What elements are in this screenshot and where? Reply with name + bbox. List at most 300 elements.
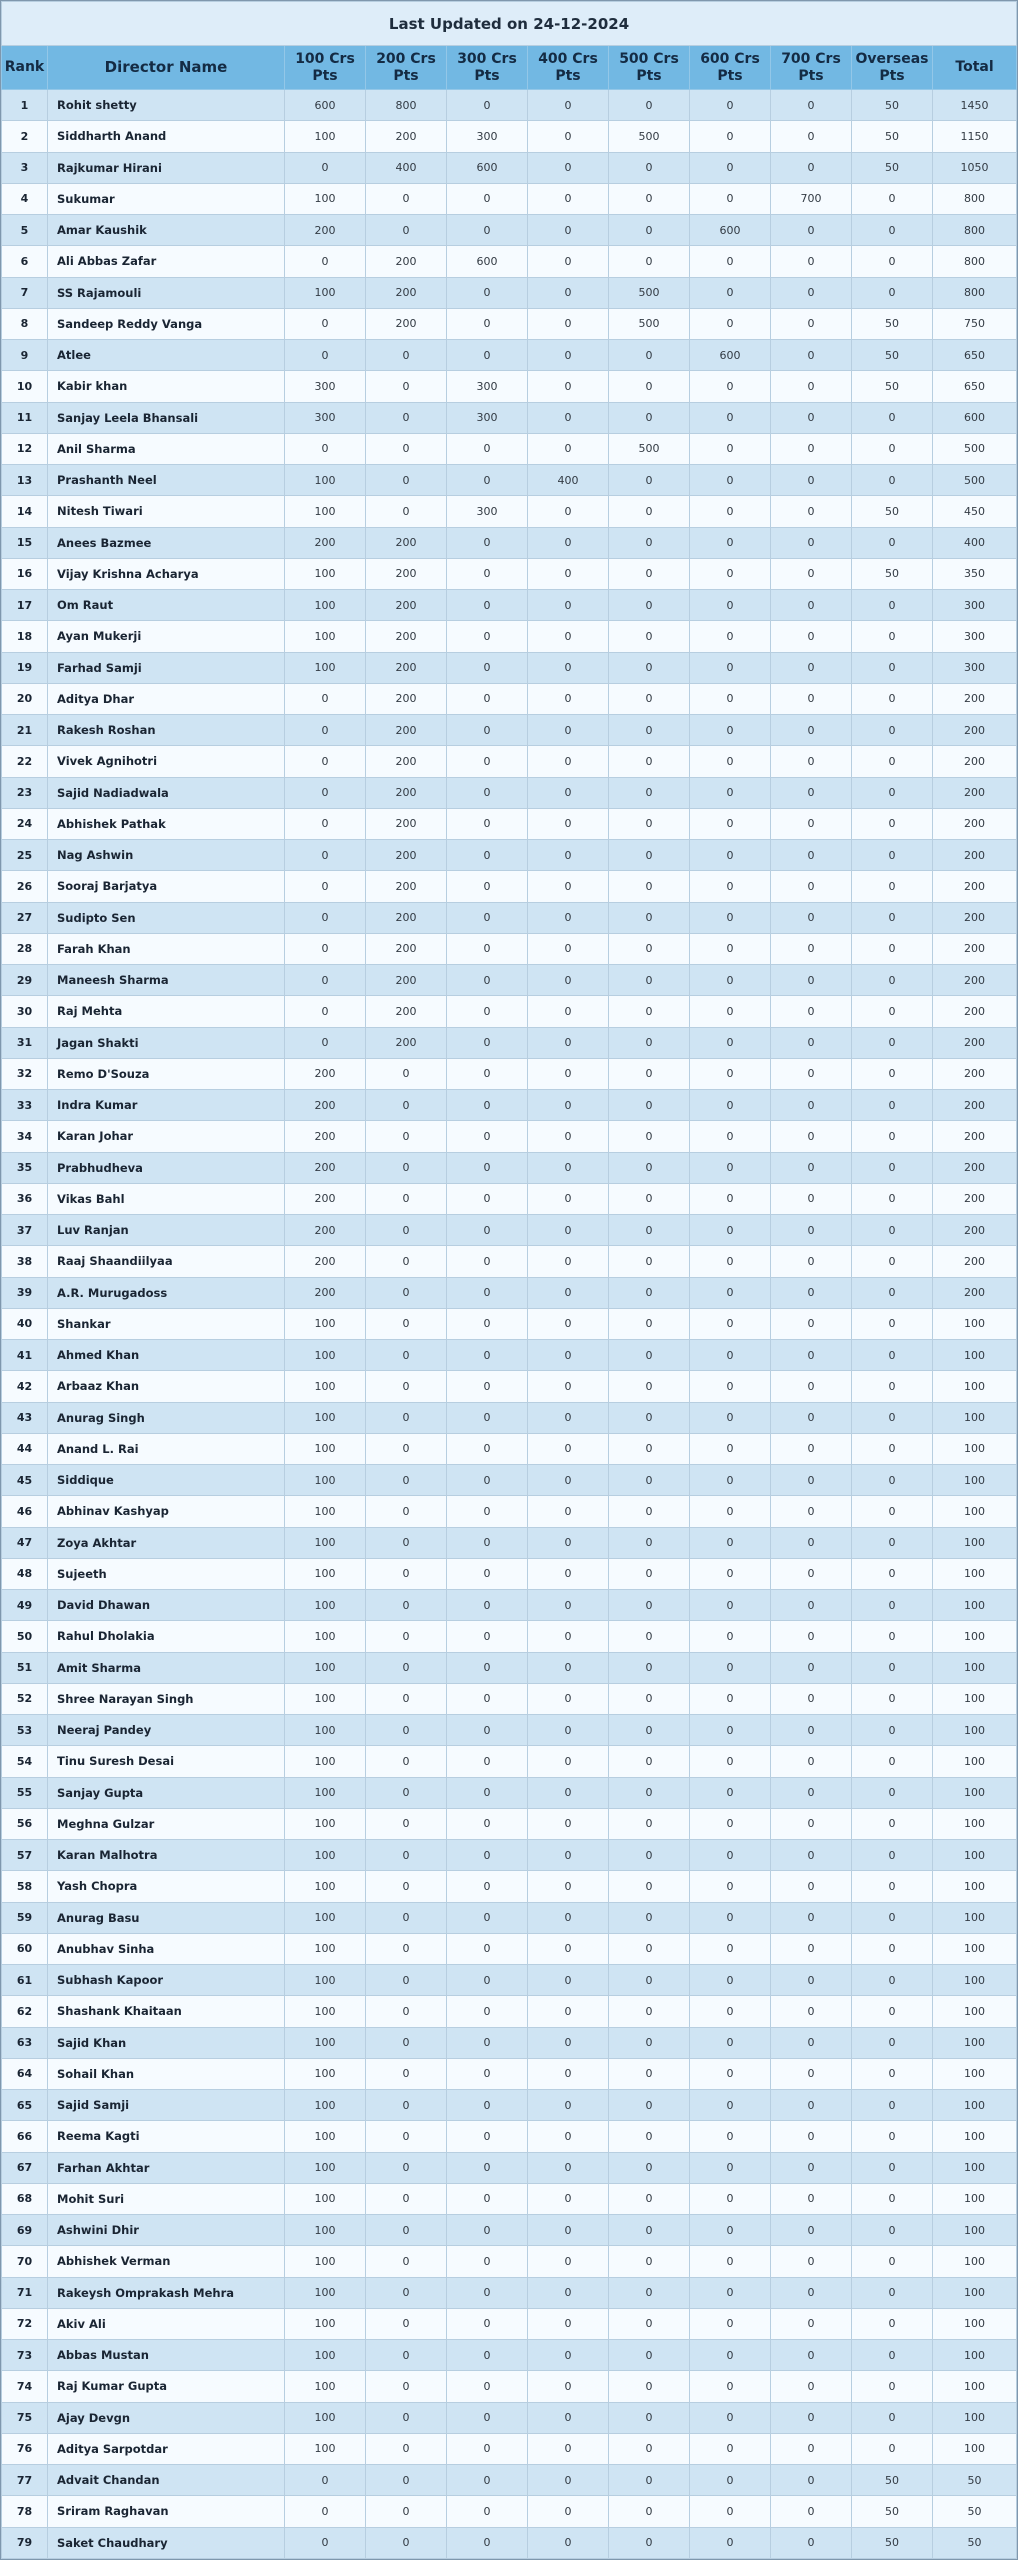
director-name-cell: Raj Mehta bbox=[48, 996, 285, 1027]
pts-400-cell: 0 bbox=[528, 1558, 609, 1589]
pts-200-cell: 0 bbox=[366, 2246, 447, 2277]
pts-500-cell: 0 bbox=[609, 1527, 690, 1558]
pts-400-cell: 0 bbox=[528, 2371, 609, 2402]
overseas-pts-cell: 0 bbox=[852, 871, 933, 902]
pts-500-cell: 0 bbox=[609, 1590, 690, 1621]
table-row bbox=[2, 496, 1017, 527]
director-name-cell: Farhan Akhtar bbox=[48, 2152, 285, 2183]
overseas-pts-cell: 0 bbox=[852, 215, 933, 246]
table-row bbox=[2, 2402, 1017, 2433]
table-row bbox=[2, 1933, 1017, 1964]
pts-400-cell: 0 bbox=[528, 2308, 609, 2339]
pts-100-cell: 100 bbox=[285, 2183, 366, 2214]
pts-200-cell: 0 bbox=[366, 1715, 447, 1746]
pts-200-cell: 0 bbox=[366, 1402, 447, 1433]
pts-300-cell: 0 bbox=[447, 1465, 528, 1496]
header-director-name: Director Name bbox=[48, 46, 285, 90]
header-100-crs-pts: 100 Crs Pts bbox=[285, 46, 366, 90]
rank-cell: 9 bbox=[2, 340, 48, 371]
pts-500-cell: 500 bbox=[609, 277, 690, 308]
director-name-cell: Shankar bbox=[48, 1308, 285, 1339]
overseas-pts-cell: 0 bbox=[852, 2027, 933, 2058]
pts-200-cell: 0 bbox=[366, 1996, 447, 2027]
rank-cell: 76 bbox=[2, 2433, 48, 2464]
pts-500-cell: 0 bbox=[609, 1652, 690, 1683]
pts-700-cell: 0 bbox=[771, 2027, 852, 2058]
pts-400-cell: 0 bbox=[528, 1871, 609, 1902]
rank-cell: 12 bbox=[2, 433, 48, 464]
pts-300-cell: 0 bbox=[447, 2433, 528, 2464]
director-name-cell: Shashank Khaitaan bbox=[48, 1996, 285, 2027]
pts-700-cell: 0 bbox=[771, 2527, 852, 2558]
pts-300-cell: 0 bbox=[447, 1558, 528, 1589]
pts-400-cell: 0 bbox=[528, 1433, 609, 1464]
pts-400-cell: 0 bbox=[528, 1652, 609, 1683]
pts-300-cell: 0 bbox=[447, 1965, 528, 1996]
pts-400-cell: 0 bbox=[528, 1121, 609, 1152]
director-name-cell: Aditya Dhar bbox=[48, 683, 285, 714]
pts-400-cell: 0 bbox=[528, 277, 609, 308]
pts-300-cell: 0 bbox=[447, 1308, 528, 1339]
table-row bbox=[2, 1152, 1017, 1183]
pts-700-cell: 0 bbox=[771, 2058, 852, 2089]
pts-300-cell: 0 bbox=[447, 2090, 528, 2121]
pts-100-cell: 100 bbox=[285, 1465, 366, 1496]
rank-cell: 50 bbox=[2, 1621, 48, 1652]
total-cell: 100 bbox=[933, 1621, 1017, 1652]
table-row bbox=[2, 1840, 1017, 1871]
total-cell: 100 bbox=[933, 2246, 1017, 2277]
pts-200-cell: 0 bbox=[366, 1683, 447, 1714]
total-cell: 100 bbox=[933, 1840, 1017, 1871]
pts-500-cell: 0 bbox=[609, 1340, 690, 1371]
pts-600-cell: 0 bbox=[690, 371, 771, 402]
table-row bbox=[2, 1090, 1017, 1121]
table-row bbox=[2, 902, 1017, 933]
pts-300-cell: 0 bbox=[447, 1246, 528, 1277]
pts-500-cell: 0 bbox=[609, 1715, 690, 1746]
pts-200-cell: 0 bbox=[366, 2465, 447, 2496]
director-name-cell: Farah Khan bbox=[48, 933, 285, 964]
pts-400-cell: 0 bbox=[528, 1277, 609, 1308]
pts-400-cell: 0 bbox=[528, 246, 609, 277]
pts-400-cell: 0 bbox=[528, 1058, 609, 1089]
pts-200-cell: 0 bbox=[366, 2496, 447, 2527]
pts-600-cell: 0 bbox=[690, 1308, 771, 1339]
pts-400-cell: 0 bbox=[528, 2340, 609, 2371]
pts-400-cell: 0 bbox=[528, 1902, 609, 1933]
rank-cell: 15 bbox=[2, 527, 48, 558]
pts-500-cell: 0 bbox=[609, 1246, 690, 1277]
table-row bbox=[2, 1746, 1017, 1777]
director-name-cell: Sujeeth bbox=[48, 1558, 285, 1589]
pts-300-cell: 0 bbox=[447, 2465, 528, 2496]
pts-700-cell: 0 bbox=[771, 777, 852, 808]
rank-cell: 33 bbox=[2, 1090, 48, 1121]
pts-400-cell: 0 bbox=[528, 1965, 609, 1996]
pts-500-cell: 0 bbox=[609, 2496, 690, 2527]
pts-100-cell: 100 bbox=[285, 1652, 366, 1683]
rank-cell: 7 bbox=[2, 277, 48, 308]
pts-100-cell: 100 bbox=[285, 1777, 366, 1808]
rank-cell: 56 bbox=[2, 1808, 48, 1839]
total-cell: 100 bbox=[933, 2090, 1017, 2121]
pts-600-cell: 0 bbox=[690, 152, 771, 183]
pts-600-cell: 0 bbox=[690, 2433, 771, 2464]
rank-cell: 8 bbox=[2, 308, 48, 339]
pts-400-cell: 0 bbox=[528, 1715, 609, 1746]
director-points-table bbox=[1, 1, 1017, 2559]
total-cell: 1050 bbox=[933, 152, 1017, 183]
pts-500-cell: 0 bbox=[609, 1183, 690, 1214]
director-name-cell: Jagan Shakti bbox=[48, 1027, 285, 1058]
table-row bbox=[2, 1683, 1017, 1714]
pts-200-cell: 0 bbox=[366, 2121, 447, 2152]
overseas-pts-cell: 0 bbox=[852, 1183, 933, 1214]
rank-cell: 32 bbox=[2, 1058, 48, 1089]
pts-200-cell: 0 bbox=[366, 2215, 447, 2246]
pts-400-cell: 0 bbox=[528, 2496, 609, 2527]
pts-200-cell: 200 bbox=[366, 871, 447, 902]
pts-100-cell: 100 bbox=[285, 1340, 366, 1371]
pts-700-cell: 0 bbox=[771, 1965, 852, 1996]
table-row bbox=[2, 277, 1017, 308]
overseas-pts-cell: 0 bbox=[852, 1152, 933, 1183]
pts-700-cell: 0 bbox=[771, 1933, 852, 1964]
overseas-pts-cell: 0 bbox=[852, 433, 933, 464]
pts-100-cell: 300 bbox=[285, 371, 366, 402]
pts-600-cell: 0 bbox=[690, 1808, 771, 1839]
pts-300-cell: 0 bbox=[447, 1277, 528, 1308]
pts-700-cell: 0 bbox=[771, 121, 852, 152]
pts-700-cell: 0 bbox=[771, 1027, 852, 1058]
pts-200-cell: 0 bbox=[366, 1590, 447, 1621]
rank-cell: 45 bbox=[2, 1465, 48, 1496]
pts-100-cell: 100 bbox=[285, 2152, 366, 2183]
pts-100-cell: 100 bbox=[285, 1527, 366, 1558]
pts-600-cell: 0 bbox=[690, 746, 771, 777]
pts-700-cell: 0 bbox=[771, 1277, 852, 1308]
pts-300-cell: 0 bbox=[447, 2340, 528, 2371]
total-cell: 200 bbox=[933, 1121, 1017, 1152]
pts-100-cell: 100 bbox=[285, 1496, 366, 1527]
overseas-pts-cell: 0 bbox=[852, 1965, 933, 1996]
director-name-cell: Rajkumar Hirani bbox=[48, 152, 285, 183]
rank-cell: 63 bbox=[2, 2027, 48, 2058]
header-700-crs-pts: 700 Crs Pts bbox=[771, 46, 852, 90]
pts-700-cell: 0 bbox=[771, 246, 852, 277]
overseas-pts-cell: 0 bbox=[852, 1527, 933, 1558]
pts-400-cell: 400 bbox=[528, 465, 609, 496]
pts-500-cell: 0 bbox=[609, 527, 690, 558]
table-row bbox=[2, 2246, 1017, 2277]
table-row bbox=[2, 808, 1017, 839]
table-row bbox=[2, 746, 1017, 777]
pts-500-cell: 0 bbox=[609, 808, 690, 839]
overseas-pts-cell: 0 bbox=[852, 1340, 933, 1371]
pts-300-cell: 0 bbox=[447, 777, 528, 808]
pts-300-cell: 0 bbox=[447, 1590, 528, 1621]
total-cell: 100 bbox=[933, 2308, 1017, 2339]
pts-700-cell: 0 bbox=[771, 2121, 852, 2152]
header-row bbox=[2, 46, 1017, 90]
pts-500-cell: 0 bbox=[609, 1933, 690, 1964]
table-row bbox=[2, 871, 1017, 902]
table-row bbox=[2, 308, 1017, 339]
pts-300-cell: 0 bbox=[447, 871, 528, 902]
overseas-pts-cell: 50 bbox=[852, 340, 933, 371]
pts-500-cell: 0 bbox=[609, 1777, 690, 1808]
pts-100-cell: 100 bbox=[285, 1808, 366, 1839]
rank-cell: 71 bbox=[2, 2277, 48, 2308]
pts-400-cell: 0 bbox=[528, 1933, 609, 1964]
pts-700-cell: 0 bbox=[771, 840, 852, 871]
overseas-pts-cell: 0 bbox=[852, 2215, 933, 2246]
pts-100-cell: 600 bbox=[285, 90, 366, 121]
pts-600-cell: 0 bbox=[690, 1402, 771, 1433]
pts-600-cell: 0 bbox=[690, 1558, 771, 1589]
pts-400-cell: 0 bbox=[528, 433, 609, 464]
total-cell: 100 bbox=[933, 2027, 1017, 2058]
pts-700-cell: 0 bbox=[771, 1152, 852, 1183]
pts-300-cell: 0 bbox=[447, 715, 528, 746]
total-cell: 100 bbox=[933, 2121, 1017, 2152]
pts-500-cell: 0 bbox=[609, 1027, 690, 1058]
table-row bbox=[2, 933, 1017, 964]
table-row bbox=[2, 2465, 1017, 2496]
pts-600-cell: 0 bbox=[690, 465, 771, 496]
pts-400-cell: 0 bbox=[528, 1246, 609, 1277]
pts-400-cell: 0 bbox=[528, 152, 609, 183]
table-row bbox=[2, 777, 1017, 808]
director-name-cell: Sriram Raghavan bbox=[48, 2496, 285, 2527]
pts-500-cell: 0 bbox=[609, 683, 690, 714]
pts-600-cell: 0 bbox=[690, 1652, 771, 1683]
rank-cell: 54 bbox=[2, 1746, 48, 1777]
pts-600-cell: 0 bbox=[690, 902, 771, 933]
pts-400-cell: 0 bbox=[528, 1590, 609, 1621]
overseas-pts-cell: 50 bbox=[852, 558, 933, 589]
pts-700-cell: 0 bbox=[771, 1308, 852, 1339]
pts-400-cell: 0 bbox=[528, 308, 609, 339]
pts-300-cell: 300 bbox=[447, 371, 528, 402]
total-cell: 750 bbox=[933, 308, 1017, 339]
pts-500-cell: 0 bbox=[609, 1746, 690, 1777]
pts-500-cell: 0 bbox=[609, 2308, 690, 2339]
pts-200-cell: 0 bbox=[366, 1840, 447, 1871]
pts-200-cell: 0 bbox=[366, 1527, 447, 1558]
rank-cell: 41 bbox=[2, 1340, 48, 1371]
pts-600-cell: 0 bbox=[690, 1777, 771, 1808]
overseas-pts-cell: 0 bbox=[852, 1683, 933, 1714]
pts-600-cell: 0 bbox=[690, 277, 771, 308]
pts-500-cell: 0 bbox=[609, 590, 690, 621]
pts-700-cell: 0 bbox=[771, 1590, 852, 1621]
pts-300-cell: 0 bbox=[447, 1371, 528, 1402]
table-row bbox=[2, 1371, 1017, 1402]
pts-300-cell: 0 bbox=[447, 1090, 528, 1121]
pts-300-cell: 0 bbox=[447, 1121, 528, 1152]
total-cell: 100 bbox=[933, 1871, 1017, 1902]
table-row bbox=[2, 1183, 1017, 1214]
pts-100-cell: 100 bbox=[285, 1746, 366, 1777]
table-row bbox=[2, 1590, 1017, 1621]
header-overseas-pts: Overseas Pts bbox=[852, 46, 933, 90]
pts-200-cell: 200 bbox=[366, 1027, 447, 1058]
director-name-cell: Ayan Mukerji bbox=[48, 621, 285, 652]
director-name-cell: Sanjay Gupta bbox=[48, 1777, 285, 1808]
pts-400-cell: 0 bbox=[528, 2246, 609, 2277]
total-cell: 450 bbox=[933, 496, 1017, 527]
pts-400-cell: 0 bbox=[528, 2027, 609, 2058]
rank-cell: 66 bbox=[2, 2121, 48, 2152]
pts-300-cell: 0 bbox=[447, 527, 528, 558]
overseas-pts-cell: 0 bbox=[852, 402, 933, 433]
rank-cell: 11 bbox=[2, 402, 48, 433]
total-cell: 500 bbox=[933, 465, 1017, 496]
pts-600-cell: 0 bbox=[690, 683, 771, 714]
pts-500-cell: 0 bbox=[609, 965, 690, 996]
pts-600-cell: 0 bbox=[690, 527, 771, 558]
pts-400-cell: 0 bbox=[528, 746, 609, 777]
pts-700-cell: 0 bbox=[771, 965, 852, 996]
total-cell: 800 bbox=[933, 215, 1017, 246]
director-name-cell: Nitesh Tiwari bbox=[48, 496, 285, 527]
pts-400-cell: 0 bbox=[528, 1027, 609, 1058]
pts-300-cell: 0 bbox=[447, 2402, 528, 2433]
pts-700-cell: 0 bbox=[771, 402, 852, 433]
pts-300-cell: 0 bbox=[447, 1152, 528, 1183]
pts-700-cell: 0 bbox=[771, 808, 852, 839]
pts-300-cell: 0 bbox=[447, 215, 528, 246]
pts-300-cell: 0 bbox=[447, 1340, 528, 1371]
rank-cell: 55 bbox=[2, 1777, 48, 1808]
total-cell: 100 bbox=[933, 1777, 1017, 1808]
pts-400-cell: 0 bbox=[528, 2465, 609, 2496]
pts-300-cell: 0 bbox=[447, 1715, 528, 1746]
pts-200-cell: 0 bbox=[366, 2402, 447, 2433]
table-row bbox=[2, 2277, 1017, 2308]
pts-300-cell: 0 bbox=[447, 465, 528, 496]
pts-400-cell: 0 bbox=[528, 2215, 609, 2246]
total-cell: 400 bbox=[933, 527, 1017, 558]
rank-cell: 27 bbox=[2, 902, 48, 933]
pts-600-cell: 0 bbox=[690, 621, 771, 652]
overseas-pts-cell: 0 bbox=[852, 2340, 933, 2371]
pts-700-cell: 0 bbox=[771, 90, 852, 121]
director-name-cell: Sudipto Sen bbox=[48, 902, 285, 933]
overseas-pts-cell: 50 bbox=[852, 2465, 933, 2496]
table-row bbox=[2, 996, 1017, 1027]
pts-600-cell: 0 bbox=[690, 2246, 771, 2277]
rank-cell: 46 bbox=[2, 1496, 48, 1527]
pts-400-cell: 0 bbox=[528, 2152, 609, 2183]
overseas-pts-cell: 0 bbox=[852, 1402, 933, 1433]
pts-400-cell: 0 bbox=[528, 652, 609, 683]
total-cell: 300 bbox=[933, 652, 1017, 683]
pts-100-cell: 0 bbox=[285, 840, 366, 871]
pts-700-cell: 0 bbox=[771, 2246, 852, 2277]
pts-400-cell: 0 bbox=[528, 1746, 609, 1777]
pts-100-cell: 100 bbox=[285, 590, 366, 621]
pts-100-cell: 100 bbox=[285, 2277, 366, 2308]
rank-cell: 62 bbox=[2, 1996, 48, 2027]
total-cell: 200 bbox=[933, 1277, 1017, 1308]
rank-cell: 57 bbox=[2, 1840, 48, 1871]
pts-600-cell: 0 bbox=[690, 2527, 771, 2558]
rank-cell: 48 bbox=[2, 1558, 48, 1589]
pts-700-cell: 0 bbox=[771, 621, 852, 652]
pts-500-cell: 0 bbox=[609, 840, 690, 871]
table-row bbox=[2, 90, 1017, 121]
pts-600-cell: 0 bbox=[690, 1590, 771, 1621]
pts-200-cell: 200 bbox=[366, 246, 447, 277]
overseas-pts-cell: 0 bbox=[852, 715, 933, 746]
director-name-cell: Aditya Sarpotdar bbox=[48, 2433, 285, 2464]
pts-600-cell: 0 bbox=[690, 1340, 771, 1371]
rank-cell: 58 bbox=[2, 1871, 48, 1902]
director-name-cell: Anurag Singh bbox=[48, 1402, 285, 1433]
overseas-pts-cell: 0 bbox=[852, 2090, 933, 2121]
pts-300-cell: 0 bbox=[447, 277, 528, 308]
pts-300-cell: 0 bbox=[447, 2277, 528, 2308]
pts-100-cell: 200 bbox=[285, 1058, 366, 1089]
pts-100-cell: 0 bbox=[285, 152, 366, 183]
pts-600-cell: 0 bbox=[690, 1121, 771, 1152]
pts-500-cell: 0 bbox=[609, 2371, 690, 2402]
pts-300-cell: 0 bbox=[447, 996, 528, 1027]
director-name-cell: Reema Kagti bbox=[48, 2121, 285, 2152]
pts-200-cell: 0 bbox=[366, 2308, 447, 2339]
pts-500-cell: 0 bbox=[609, 2027, 690, 2058]
director-name-cell: Yash Chopra bbox=[48, 1871, 285, 1902]
pts-200-cell: 0 bbox=[366, 1058, 447, 1089]
overseas-pts-cell: 50 bbox=[852, 308, 933, 339]
pts-600-cell: 0 bbox=[690, 1933, 771, 1964]
pts-300-cell: 0 bbox=[447, 933, 528, 964]
director-name-cell: Neeraj Pandey bbox=[48, 1715, 285, 1746]
pts-700-cell: 0 bbox=[771, 2090, 852, 2121]
pts-600-cell: 0 bbox=[690, 90, 771, 121]
rank-cell: 70 bbox=[2, 2246, 48, 2277]
pts-300-cell: 0 bbox=[447, 2121, 528, 2152]
table-row bbox=[2, 1496, 1017, 1527]
total-cell: 200 bbox=[933, 808, 1017, 839]
overseas-pts-cell: 0 bbox=[852, 1746, 933, 1777]
pts-300-cell: 0 bbox=[447, 1933, 528, 1964]
pts-500-cell: 0 bbox=[609, 621, 690, 652]
overseas-pts-cell: 0 bbox=[852, 1840, 933, 1871]
pts-200-cell: 200 bbox=[366, 652, 447, 683]
director-name-cell: Sajid Samji bbox=[48, 2090, 285, 2121]
pts-700-cell: 0 bbox=[771, 1808, 852, 1839]
pts-700-cell: 0 bbox=[771, 2215, 852, 2246]
pts-200-cell: 0 bbox=[366, 402, 447, 433]
pts-600-cell: 0 bbox=[690, 433, 771, 464]
table-row bbox=[2, 683, 1017, 714]
overseas-pts-cell: 0 bbox=[852, 590, 933, 621]
table-row bbox=[2, 183, 1017, 214]
pts-200-cell: 200 bbox=[366, 902, 447, 933]
total-cell: 100 bbox=[933, 1965, 1017, 1996]
pts-500-cell: 0 bbox=[609, 2215, 690, 2246]
total-cell: 200 bbox=[933, 1152, 1017, 1183]
pts-600-cell: 0 bbox=[690, 1433, 771, 1464]
pts-700-cell: 0 bbox=[771, 2183, 852, 2214]
director-name-cell: Karan Malhotra bbox=[48, 1840, 285, 1871]
pts-700-cell: 0 bbox=[771, 1652, 852, 1683]
rank-cell: 53 bbox=[2, 1715, 48, 1746]
